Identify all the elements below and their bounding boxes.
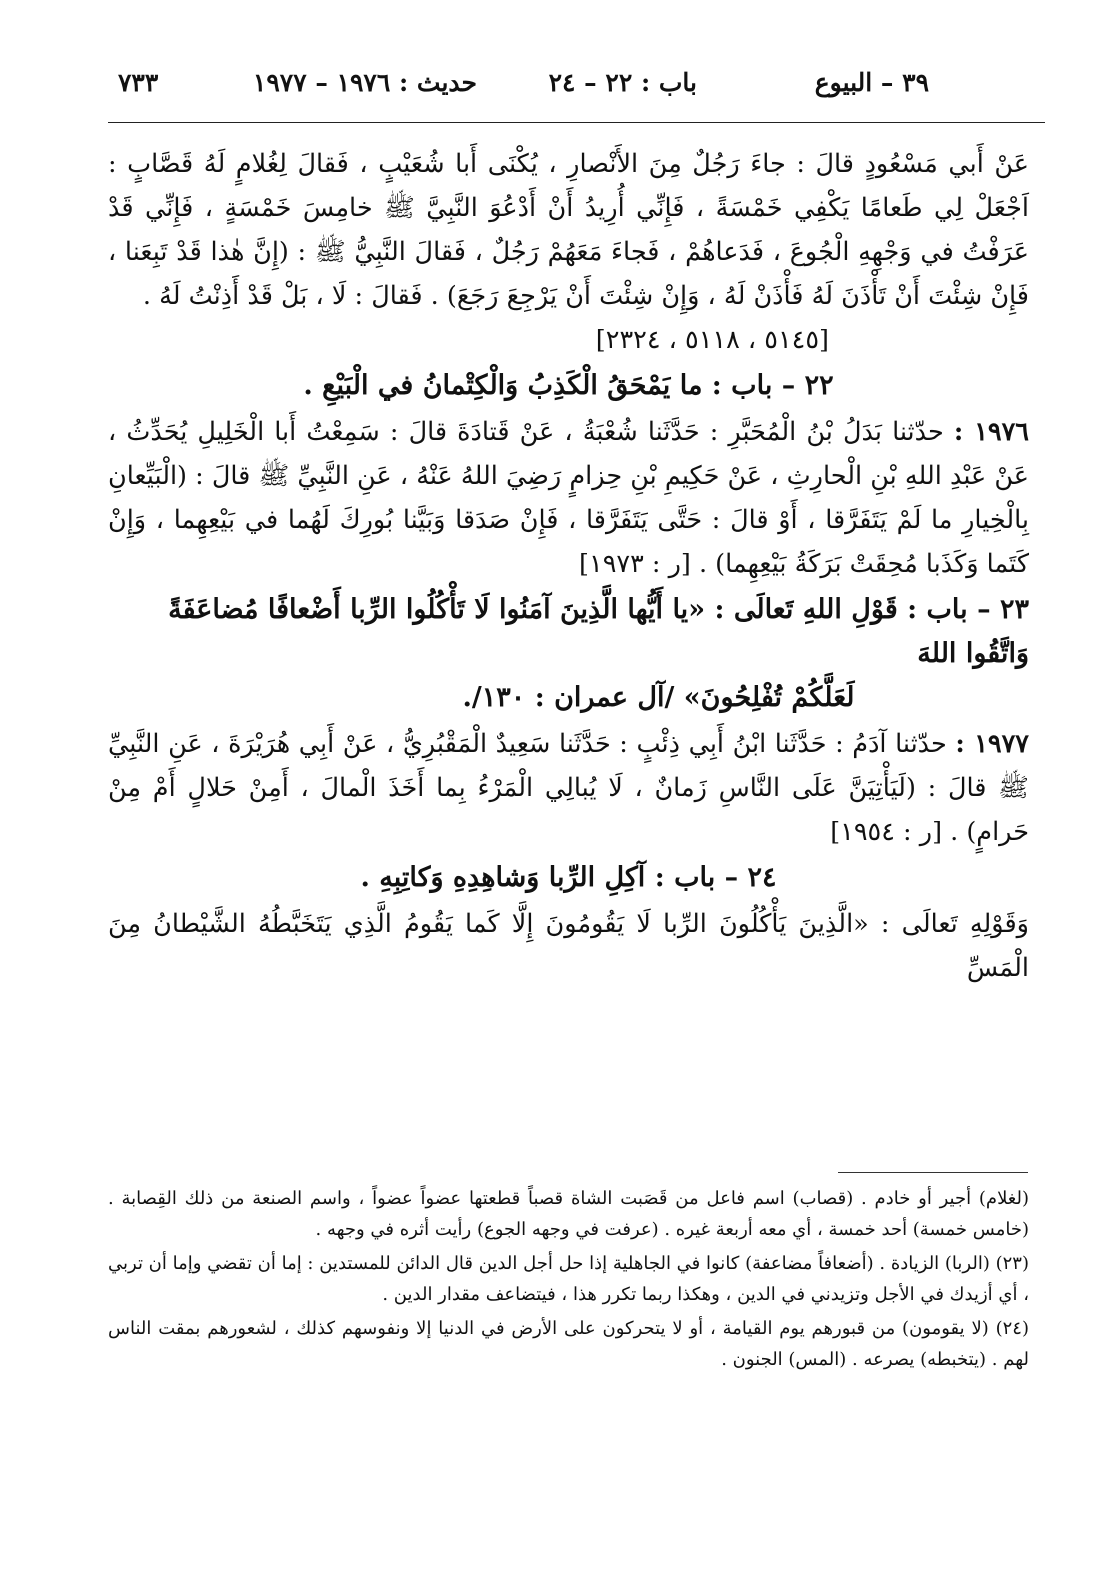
chapter-range: باب : ٢٢ – ٢٤ — [548, 68, 697, 97]
chapter-heading-24: ٢٤ – باب : آكِلِ الرِّبا وَشاهِدِهِ وَكاتِبِهِ . — [360, 862, 777, 893]
book-title: ٣٩ – البيوع — [814, 68, 929, 97]
footnote: (٢٣) (الربا) الزيادة . (أضعافاً مضاعفة) كانوا في الجاهلية إذا حل أجل الدين قال الدائن للمستدين : إما أن تقضي وإما أن تربي ، أي أزيدك في الأجل وتزيدني في الدين ، وهكذا ربما تكرر هذا ، فيتضاعف مقدار الدين . — [108, 1253, 1029, 1305]
page-header — [108, 62, 1047, 122]
cross-references: [٥١٤٥ ، ٥١١٨ ، ٢٣٢٤] — [595, 325, 829, 355]
opening-paragraph: عَنْ أَبي مَسْعُودٍ قالَ : جاءَ رَجُلٌ مِنَ الأَنْصارِ ، يُكْنَى أَبا شُعَيْبٍ ، فَقالَ لِغُلامٍ لَهُ قَصَّابٍ : اَجْعَلْ لِي طَعامًا يَكْفِي خَمْسَةً ، فَإِنِّي أُرِيدُ أَنْ أَدْعُوَ النَّبِيَّ ﷺ خامِسَ خَمْسَةٍ ، فَإِنِّي قَدْ عَرَفْتُ في وَجْهِهِ الْجُوعَ ، فَدَعاهُمْ ، فَجاءَ مَعَهُمْ رَجُلٌ ، فَقالَ النَّبِيُّ ﷺ : (إِنَّ هٰذا قَدْ تَبِعَنا ، فَإِنْ شِئْتَ أَنْ تَأْذَنَ لَهُ فَأْذَنْ لَهُ ، وَإِنْ شِئْتَ أَنْ يَرْجِعَ رَجَعَ) . فَقالَ : لَا ، بَلْ قَدْ أَذِنْتُ لَهُ . — [108, 149, 1029, 311]
hadith-range: حديث : ١٩٧٦ – ١٩٧٧ — [252, 68, 477, 97]
hadith-text: حدّثنا بَدَلُ بْنُ الْمُحَبَّرِ : حَدَّثَنا شُعْبَةُ ، عَنْ قَتادَةَ قالَ : سَمِعْتُ أَبا الْخَلِيلِ يُحَدِّثُ ، عَنْ عَبْدِ اللهِ بْنِ الْحارِثِ ، عَنْ حَكِيمِ بْنِ حِزامٍ رَضِيَ اللهُ عَنْهُ ، عَنِ النَّبِيِّ ﷺ قالَ : (الْبَيِّعانِ بِالْخِيارِ ما لَمْ يَتَفَرَّقا ، أَوْ قالَ : حَتَّى يَتَفَرَّقا ، فَإِنْ صَدَقا وَبَيَّنا بُورِكَ لَهُما في بَيْعِهِما ، وَإِنْ كَتَما وَكَذَبا مُحِقَتْ بَرَكَةُ بَيْعِهِما) . [ر : ١٩٧٣] — [108, 417, 1029, 579]
hadith-number: ١٩٧٦ : — [953, 417, 1029, 447]
chapter-heading-line: لَعَلَّكُمْ تُفْلِحُونَ» /آل عمران : ١٣٠/. — [462, 682, 855, 713]
chapter-heading-22: ٢٢ – باب : ما يَمْحَقُ الْكَذِبُ وَالْكِتْمانُ في الْبَيْعِ . — [303, 370, 834, 401]
hadith-number: ١٩٧٧ : — [955, 729, 1029, 759]
footnotes — [108, 1184, 1029, 1379]
footnote-divider — [838, 1172, 1028, 1173]
hadith-text: حدّثنا آدَمُ : حَدَّثَنا ابْنُ أَبِي ذِئْبٍ : حَدَّثَنا سَعِيدٌ الْمَقْبُرِيُّ ، عَنْ أَبِي هُرَيْرَةَ ، عَنِ النَّبِيِّ ﷺ قالَ : (لَيَأْتِيَنَّ عَلَى النَّاسِ زَمانٌ ، لَا يُبالِي الْمَرْءُ بِما أَخَذَ الْمالَ ، أَمِنْ حَلالٍ أَمْ مِنْ حَرامٍ) . [ر : ١٩٥٤] — [108, 729, 1029, 847]
page-number: ٧٣٣ — [118, 68, 159, 97]
quran-verse-line: وَقَوْلِهِ تَعالَى : «الَّذِينَ يَأْكُلُونَ الرِّبا لَا يَقُومُونَ إِلَّا كَما يَقُومُ الَّذِي يَتَخَبَّطُهُ الشَّيْطانُ مِنَ الْمَسِّ — [108, 909, 1029, 983]
hadith-1976 — [108, 410, 1029, 586]
footnote: (لغلام) أجير أو خادم . (قصاب) اسم فاعل من قَصَبت الشاة قصباً قطعتها عضواً عضواً ، واسم الصنعة من ذلك القِصابة . (خامس خمسة) أحد خمسة ، أي معه أربعة غيره . (عرفت في وجهه الجوع) رأيت أثره في وجهه . — [108, 1188, 1029, 1240]
chapter-heading-23 — [108, 588, 1029, 720]
hadith-1977 — [108, 722, 1029, 854]
header-divider — [108, 122, 1045, 123]
main-text — [108, 142, 1029, 990]
footnote: (٢٤) (لا يقومون) من قبورهم يوم القيامة ، أو لا يتحركون على الأرض في الدنيا إلا ونفوسهم كذلك ، لشعورهم بمقت الناس لهم . (يتخبطه) يصرعه . (المس) الجنون . — [108, 1318, 1029, 1370]
chapter-heading-line: ٢٣ – باب : قَوْلِ اللهِ تَعالَى : «يا أَيُّها الَّذِينَ آمَنُوا لَا تَأْكُلُوا الرِّبا أَضْعافًا مُضاعَفَةً وَاتَّقُوا اللهَ — [168, 594, 1029, 669]
